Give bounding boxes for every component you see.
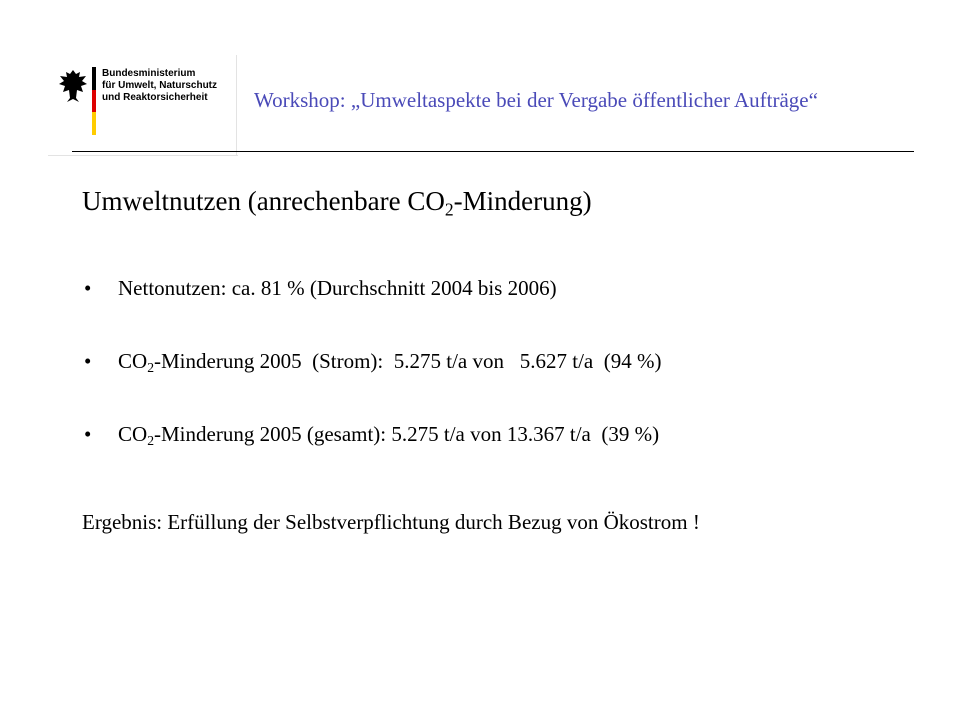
- bullet-dot: •: [84, 349, 92, 373]
- result-statement: Ergebnis: Erfüllung der Selbstverpflichtung durch Bezug von Ökostrom !: [82, 510, 700, 534]
- bullet-text: [118, 349, 661, 374]
- bullet-text: [118, 276, 557, 301]
- slide-title-pre: Umweltnutzen (anrechenbare CO: [82, 186, 445, 216]
- ministry-line-3: und Reaktorsicherheit: [102, 92, 208, 103]
- federal-eagle-icon: [58, 68, 88, 104]
- header-rule: [72, 151, 914, 152]
- ministry-name: [102, 68, 217, 104]
- flag-black: [92, 67, 96, 90]
- bullet-text-pre: CO: [118, 422, 148, 446]
- bullet-text-sub: 2: [147, 433, 155, 449]
- slide-title: [82, 186, 592, 220]
- header-title: Workshop: „Umweltaspekte bei der Vergabe öffentlicher Aufträge“: [254, 88, 818, 112]
- logo-divider-horizontal: [48, 155, 238, 156]
- ministry-line-2: für Umwelt, Naturschutz: [102, 80, 218, 91]
- bullet-text-post: -Minderung 2005 (Strom): 5.275 t/a von 5.627 t/a (94 %): [154, 349, 662, 373]
- bullet-dot: •: [84, 276, 92, 300]
- bullet-text-sub: 2: [147, 360, 155, 376]
- slide-title-subscript: 2: [444, 199, 454, 220]
- logo-divider-vertical: [236, 55, 237, 155]
- bullet-text-pre: CO: [118, 349, 148, 373]
- bullet-dot: •: [84, 422, 92, 446]
- bullet-text-pre: Nettonutzen: ca. 81 % (Durchschnitt 2004 bis 2006): [118, 276, 557, 300]
- bullet-text-post: -Minderung 2005 (gesamt): 5.275 t/a von 13.367 t/a (39 %): [154, 422, 660, 446]
- flag-gold: [92, 112, 96, 135]
- slide-title-post: -Minderung): [453, 186, 592, 216]
- bullet-text: [118, 422, 659, 447]
- flag-red: [92, 90, 96, 113]
- ministry-line-1: Bundesministerium: [102, 68, 196, 79]
- german-flag-bar: [92, 67, 96, 135]
- ministry-logo: [58, 62, 238, 142]
